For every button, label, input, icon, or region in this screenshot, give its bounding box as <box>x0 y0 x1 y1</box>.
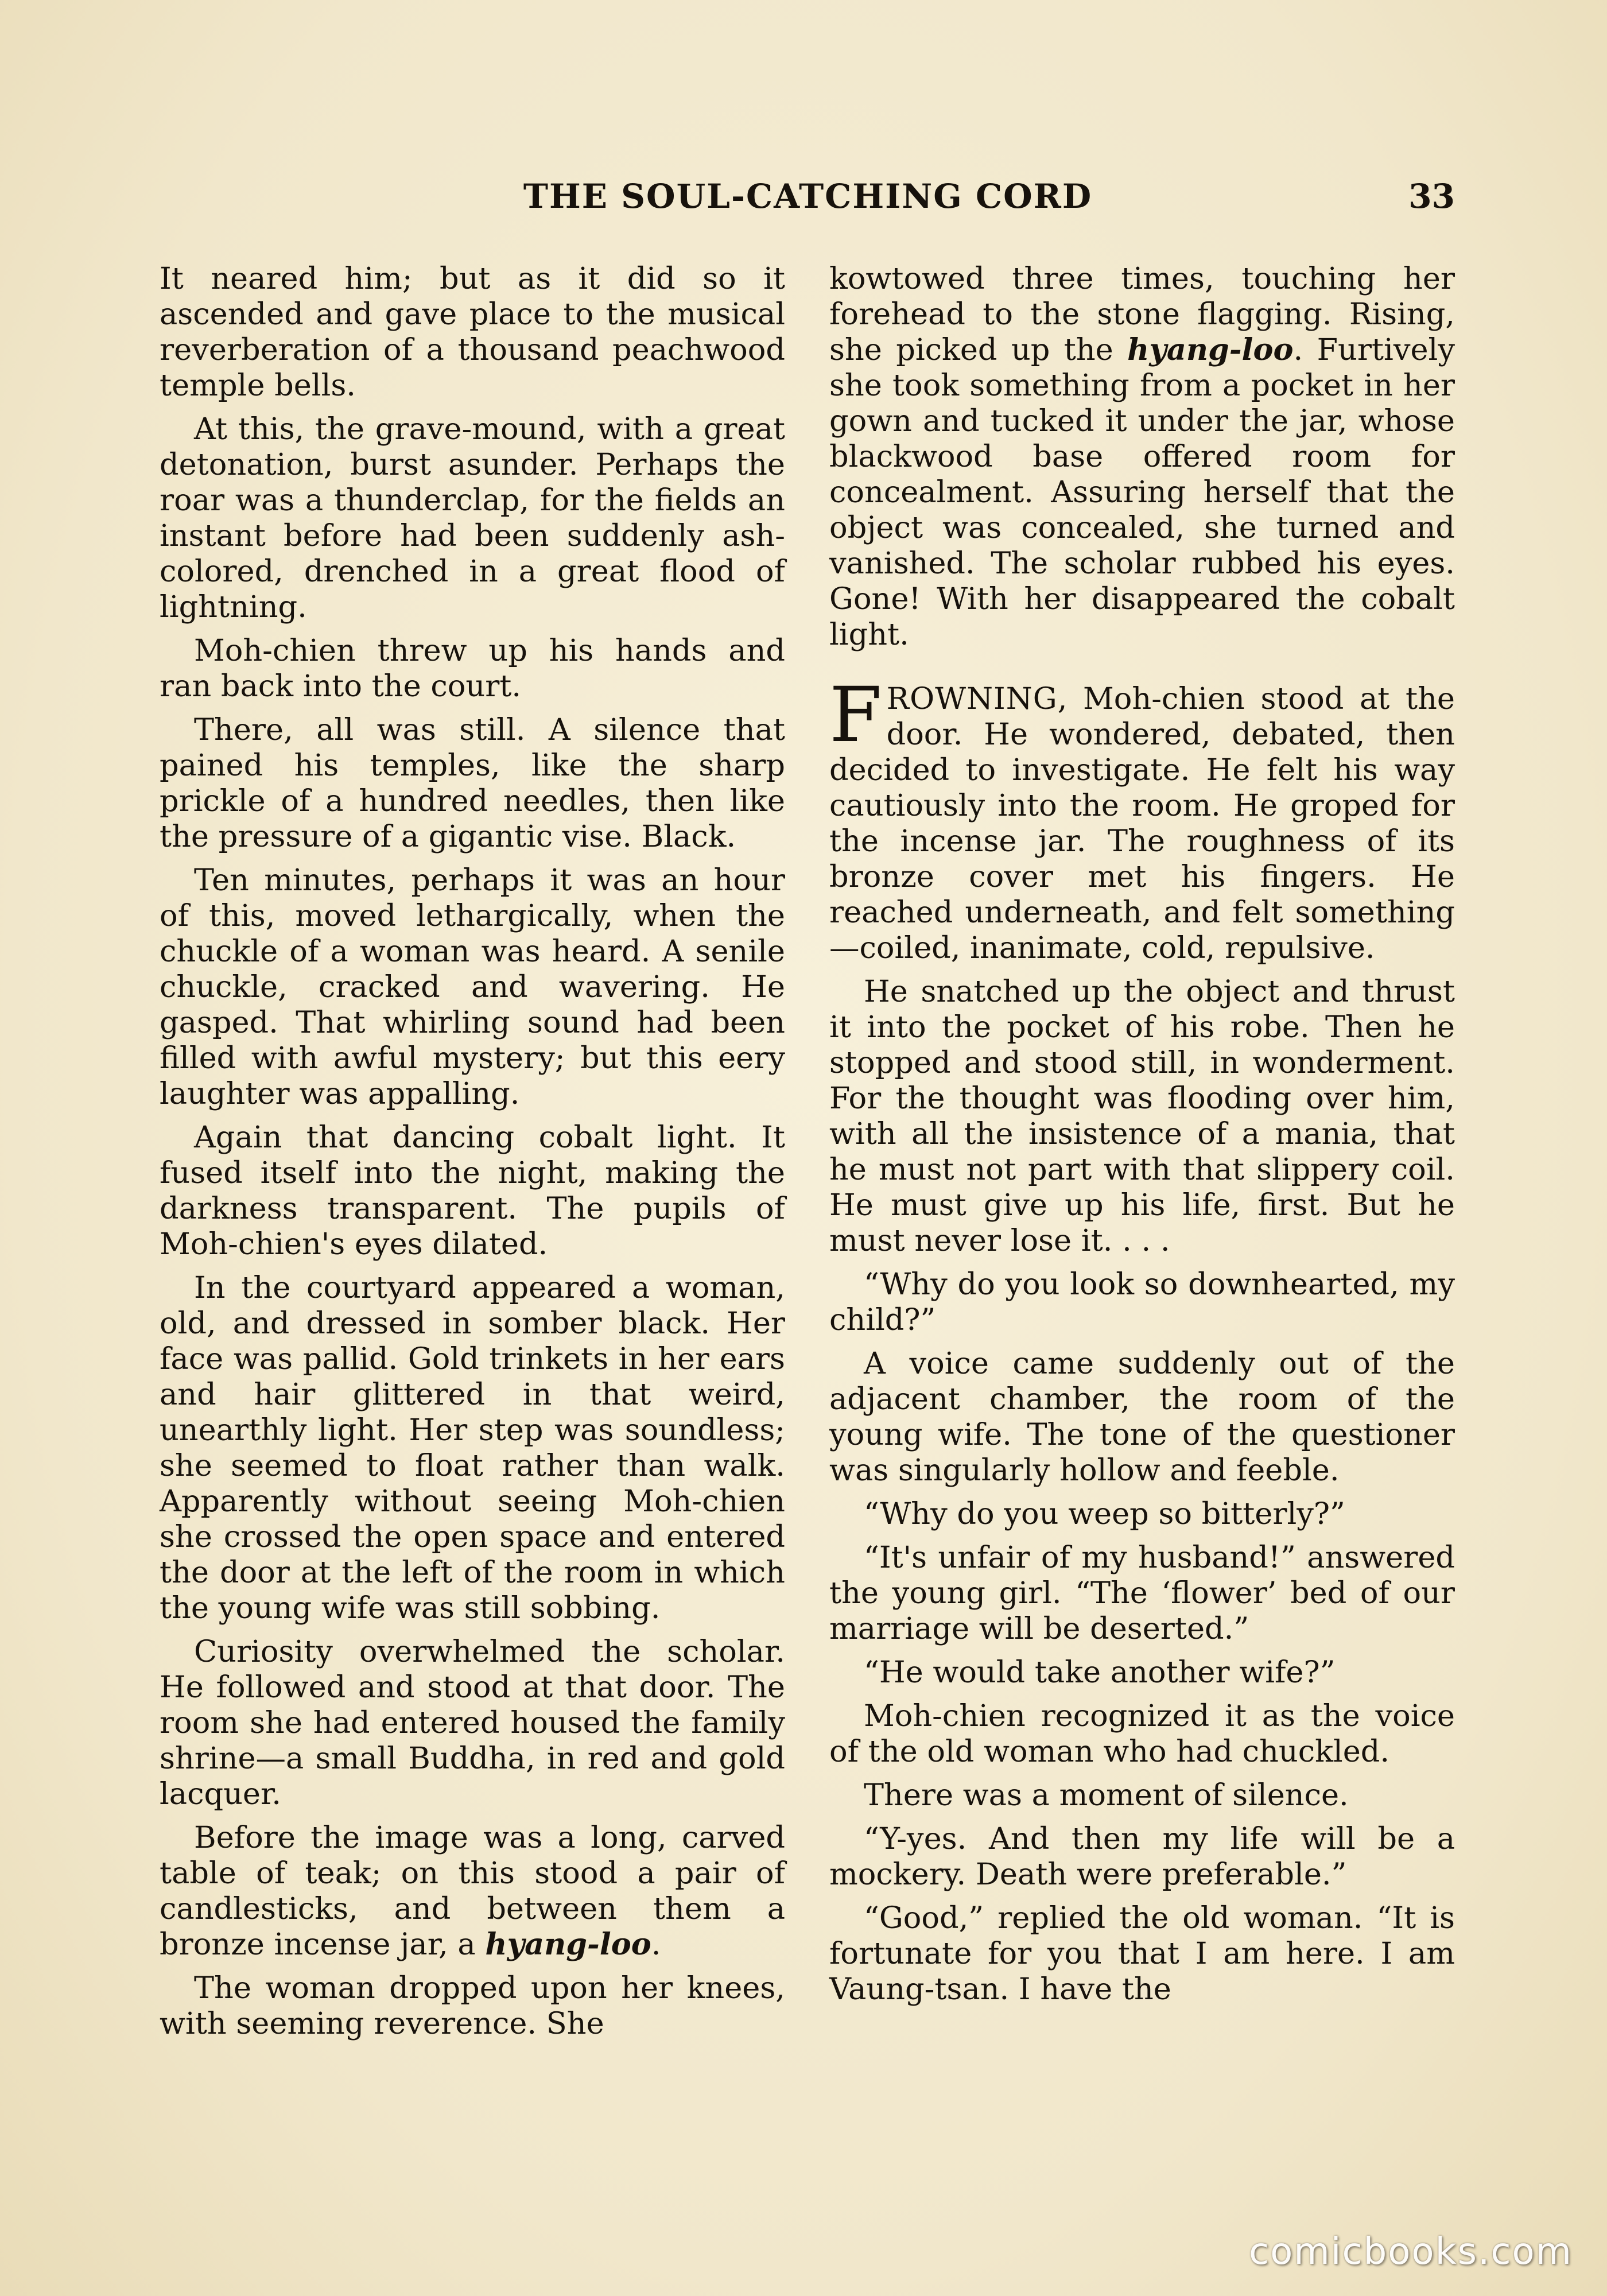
paragraph: Ten minutes, perhaps it was an hour of this, moved lethargically, when the chuckle of a woman was heard. A senile chuckle, cracked and wavering. He gasped. That whirling sound had been filled with awful mystery; but this eery laughter was appalling. <box>160 863 785 1111</box>
paragraph: It neared him; but as it did so it ascended and gave place to the musical reverberation of a thousand peachwood temple bells. <box>160 261 785 403</box>
paragraph: “He would take another wife?” <box>864 1655 1336 1690</box>
small-caps-lead: ROWNING <box>886 681 1058 716</box>
paragraph <box>829 261 1455 653</box>
left-column <box>160 261 785 2050</box>
paragraph-text: kowtowed three times, touching her forehead to the stone flagging. Rising, she picked up the <box>829 261 1455 367</box>
paragraph: The woman dropped upon her knees, with seeming reverence. She <box>160 1971 785 2041</box>
paragraph: At this, the grave-mound, with a great detonation, burst asunder. Perhaps the roar was a thunderclap, for the fields an instant before had been suddenly ash-colored, drenched in a great flood of lightning. <box>160 412 785 625</box>
paragraph-text: . <box>651 1927 661 1962</box>
paragraph-text: Before the image was a long, carved table of teak; on this stood a pair of candlesticks, and between them a bronze incense jar, a <box>160 1820 785 1962</box>
page-number: 33 <box>1408 177 1455 216</box>
paragraph-text: , Moh-chien stood at the door. He wondered, debated, then decided to investigate. He felt his way cautiously into the room. He groped for the incense jar. The roughness of its bronze cover met his fingers. He reached underneath, and felt something—coiled, inanimate, cold, repulsive. <box>829 681 1455 965</box>
paragraph: In the courtyard appeared a woman, old, and dressed in somber black. Her face was pallid. Gold trinkets in her ears and hair glittered in that weird, unearthly light. Her step was soundless; she seemed to float rather than walk. Apparently without seeing Moh-chien she crossed the open space and entered the door at the left of the room in which the young wife was still sobbing. <box>160 1270 785 1626</box>
italic-term: hyang-loo <box>1127 332 1294 367</box>
paragraph <box>160 1820 785 1963</box>
running-title: THE SOUL-CATCHING CORD <box>523 177 1093 216</box>
paragraph: There was a moment of silence. <box>864 1778 1349 1813</box>
paragraph: Moh-chien recognized it as the voice of the old woman who had chuckled. <box>829 1698 1455 1769</box>
paragraph: “Y-yes. And then my life will be a mockery. Death were preferable.” <box>829 1821 1455 1892</box>
paragraph: A voice came suddenly out of the adjacent chamber, the room of the young wife. The tone of the questioner was singularly hollow and feeble. <box>829 1346 1455 1488</box>
paragraph: “Why do you look so downhearted, my child?” <box>829 1267 1455 1337</box>
site-watermark: comicbooks.com <box>1248 2231 1573 2273</box>
page-header <box>161 172 1455 224</box>
paragraph: Again that dancing cobalt light. It fused itself into the night, making the darkness transparent. The pupils of Moh-chien's eyes dilated. <box>160 1120 785 1262</box>
section-opening-paragraph <box>829 671 1455 966</box>
paragraph-text: . Furtively she took something from a pocket in her gown and tucked it under the jar, whose blackwood base offered room for concealment. Assuring herself that the object was concealed, she turned and vanished. The scholar rubbed his eyes. Gone! With her disappeared the cobalt light. <box>829 332 1455 652</box>
paragraph: “It's unfair of my husband!” answered the young girl. “The ‘flower’ bed of our marriage will be deserted.” <box>829 1540 1455 1646</box>
paragraph: “Good,” replied the old woman. “It is fortunate for you that I am here. I am Vaung-tsan. I have the <box>829 1901 1455 2007</box>
right-column <box>829 261 1455 2015</box>
paragraph: “Why do you weep so bitterly?” <box>864 1496 1345 1531</box>
paragraph: Moh-chien threw up his hands and ran back into the court. <box>160 633 785 704</box>
paragraph: Curiosity overwhelmed the scholar. He followed and stood at that door. The room she had entered housed the family shrine—a small Buddha, in red and gold lacquer. <box>160 1634 785 1812</box>
drop-cap: F <box>829 671 882 759</box>
paragraph: He snatched up the object and thrust it into the pocket of his robe. Then he stopped and stood still, in wonderment. For the thought was flooding over him, with all the insistence of a mania, that he must not part with that slippery coil. He must give up his life, first. But he must never lose it. . . . <box>829 974 1455 1258</box>
italic-term: hyang-loo <box>485 1927 651 1962</box>
paragraph: There, all was still. A silence that pained his temples, like the sharp prickle of a hundred needles, then like the pressure of a gigantic vise. Black. <box>160 712 785 854</box>
